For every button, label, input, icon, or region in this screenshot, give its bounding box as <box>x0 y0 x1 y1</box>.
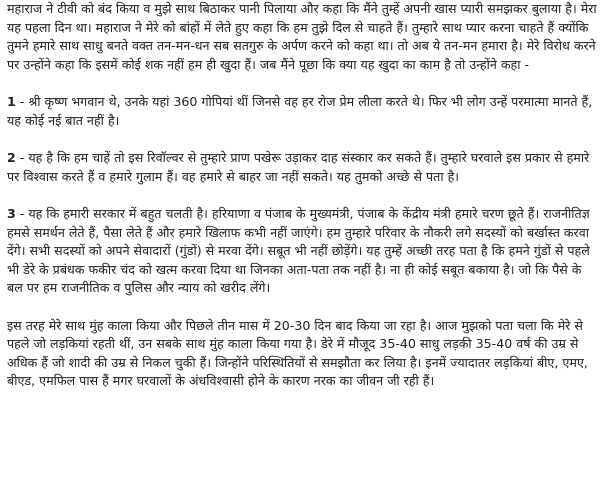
letter-body <box>7 0 599 391</box>
paragraph-text: महाराज ने टीवी को बंद किया व मुझे साथ बिठाकर पानी पिलाया और कहा कि मैंने तुम्हें अपनी खास प्यारी समझकर बुलाया है। मेरा यह पहला दिन था। महाराज ने मेरे को बांहों में लेते हुए कहा कि हम तुझे दिल से चाहते हैं। तुम्हारे साथ प्यार करना चाहते हैं क्योंकि तुमने हमारे साथ साधु बनते वक्त तन-मन-धन सब सतगुरु के अर्पण करने को कहा था। तो अब ये तन-मन हमारा है। मेरे विरोध करने पर उन्होंने कहा कि इसमें कोई शक नहीं हम ही खुदा हैं। जब मैंने पूछा कि क्या यह खुदा का काम है तो उन्होंने कहा - <box>7 1 597 72</box>
paragraph-text: - यह कि हमारी सरकार में बहुत चलती है। हरियाणा व पंजाब के मुख्यमंत्री, पंजाब के केंद्रीय मंत्री हमारे चरण छूते हैं। राजनीतिज्ञ हमसे समर्थन लेते हैं, पैसा लेते हैं और हमारे खिलाफ कभी नहीं जाएंगे। हम तुम्हारे परिवार के नौकरी लगे सदस्यों को बर्खास्त करवा देंगे। सभी सदस्यों को अपने सेवादारों (गुंडों) से मरवा देंगे। सबूत भी नहीं छोड़ेंगे। यह तुम्हें अच्छी तरह पता है कि हमने गुंडों से पहले भी डेरे के प्रबंधक फकीर चंद को खत्म करवा दिया था जिनका अता-पता तक नहीं है। ना ही कोई सबूत बकाया है। जो कि पैसे के बल पर हम राजनीतिक व पुलिस और न्याय को खरीद लेंगे। <box>7 206 590 295</box>
paragraph-text: इस तरह मेरे साथ मुंह काला किया और पिछले तीन मास में 20-30 दिन बाद किया जा रहा है। आज मुझको पता चला कि मेरे से पहले जो लड़कियां रहती थीं, उन सबके साथ मुंह काला किया गया है। डेरे में मौजूद 35-40 साधु लड़की 35-40 वर्ष की उम्र से अधिक हैं जो शादी की उम्र से निकल चुकी हैं। जिन्होंने परिस्थितियों से समझौता कर लिया है। इनमें ज्यादातर लड़कियां बीए, एमए, बीएड, एमफिल पास हैं मगर घरवालों के अंधविश्वासी होने के कारण नरक का जीवन जी रही हैं। <box>7 317 588 388</box>
paragraph-text: - श्री कृष्ण भगवान थे, उनके यहां 360 गोपियां थीं जिनसे वह हर रोज प्रेम लीला करते थे। फिर भी लोग उन्हें परमात्मा मानते हैं, यह कोई नई बात नहीं है। <box>7 94 593 128</box>
point-number: 1 <box>7 94 16 109</box>
paragraph-point-3 <box>7 205 599 298</box>
paragraph-text: - यह है कि हम चाहें तो इस रिवॉल्वर से तुम्हारे प्राण पखेरू उड़ाकर दाह संस्कार कर सकते हैं। तुम्हारे घरवाले इस प्रकार से हमारे पर विश्वास करते हैं व हमारे गुलाम हैं। वह हमारे से बाहर जा नहीं सकते। यह तुमको अच्छे से पता है। <box>7 150 590 184</box>
paragraph-closing <box>7 317 599 391</box>
paragraph-point-1 <box>7 93 599 130</box>
paragraph-intro <box>7 0 599 74</box>
paragraph-point-2 <box>7 149 599 186</box>
point-number: 2 <box>7 150 16 165</box>
point-number: 3 <box>7 206 16 221</box>
